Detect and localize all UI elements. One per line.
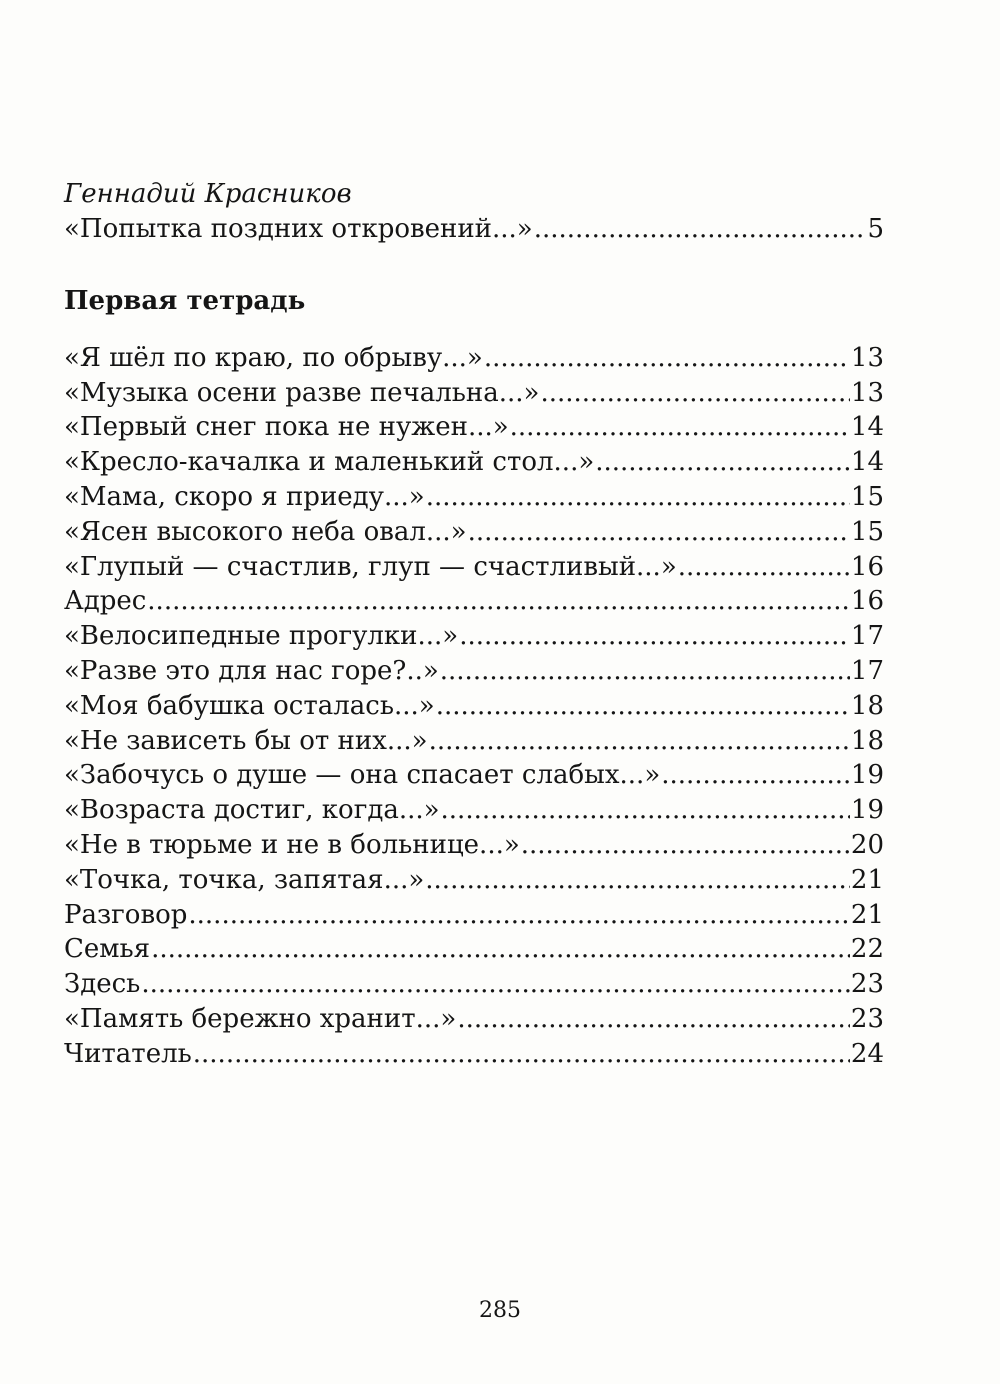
dot-leader [429, 724, 850, 759]
dot-leader [426, 480, 850, 515]
dot-leader [521, 828, 850, 863]
toc-entry-title: Читатель [64, 1038, 192, 1069]
toc-entry [62, 1002, 884, 1037]
toc-entry [62, 828, 884, 863]
toc-entry-page: 14 [850, 412, 884, 443]
toc-entry [62, 793, 884, 828]
toc-entry-title: «Разве это для нас горе?..» [64, 655, 439, 686]
toc-entry-page: 15 [850, 516, 884, 547]
toc-entry [62, 619, 884, 654]
dot-leader [188, 898, 850, 933]
dot-leader [147, 584, 850, 619]
toc-entry-title: «Глупый — счастлив, глуп — счастливый...» [64, 551, 677, 582]
spacer [62, 319, 884, 341]
toc-entry-title: «Попытка поздних откровений...» [64, 214, 533, 244]
spacer [62, 247, 884, 283]
toc-entry-title: «Я шёл по краю, по обрыву...» [64, 342, 483, 373]
toc-entry-title: «Кресло-качалка и маленький стол...» [64, 447, 595, 478]
dot-leader [151, 932, 850, 967]
toc-entry-title: «Моя бабушка осталась...» [64, 690, 435, 721]
toc-entry-title: Семья [64, 934, 151, 965]
toc-entry [62, 584, 884, 619]
toc-entry-page: 14 [850, 447, 884, 478]
toc-entry-page: 23 [850, 1003, 884, 1034]
toc-entry-page: 21 [850, 864, 884, 895]
dot-leader [457, 1002, 850, 1037]
section-title: Первая тетрадь [64, 285, 306, 316]
dot-leader [678, 550, 850, 585]
toc-entry [62, 758, 884, 793]
toc-entry-intro [62, 212, 884, 247]
toc-entry-title: Разговор [64, 899, 188, 930]
toc-entry-title: «Точка, точка, запятая...» [64, 864, 425, 895]
dot-leader [534, 212, 867, 247]
toc-entry-title: «Мама, скоро я приеду...» [64, 481, 425, 512]
toc-entry-page: 18 [850, 725, 884, 756]
toc-entry-page: 17 [850, 621, 884, 652]
toc-entry-page: 22 [850, 934, 884, 965]
toc-entry-page: 20 [850, 829, 884, 860]
toc-entry [62, 515, 884, 550]
toc-entry [62, 967, 884, 1002]
toc-entry-title: «Ясен высокого неба овал...» [64, 516, 467, 547]
dot-leader [440, 654, 850, 689]
dot-leader [459, 619, 850, 654]
toc-entry-title: Здесь [64, 969, 141, 1000]
toc-entry-page: 13 [850, 377, 884, 408]
toc-entry [62, 724, 884, 759]
toc-entry [62, 863, 884, 898]
toc-entry [62, 1037, 884, 1072]
dot-leader [468, 515, 850, 550]
section-entries [62, 341, 884, 1072]
page-number: 285 [479, 1298, 521, 1323]
toc-entry [62, 341, 884, 376]
dot-leader [661, 758, 850, 793]
toc-entry-title: «Не зависеть бы от них...» [64, 725, 428, 756]
toc-entry [62, 654, 884, 689]
toc-entry-title: «Велосипедные прогулки...» [64, 621, 459, 652]
dot-leader [193, 1037, 850, 1072]
toc-entry-page: 21 [850, 899, 884, 930]
toc-entry-page: 23 [850, 969, 884, 1000]
toc-entry-page: 15 [850, 481, 884, 512]
dot-leader [510, 410, 850, 445]
intro-author: Геннадий Красников [64, 179, 352, 209]
toc-entry-title: Адрес [64, 586, 147, 617]
dot-leader [484, 341, 850, 376]
dot-leader [425, 863, 850, 898]
toc-entry [62, 932, 884, 967]
toc-entry-title: «Память бережно хранит...» [64, 1003, 457, 1034]
toc-entry [62, 376, 884, 411]
toc-entry-page: 16 [850, 551, 884, 582]
toc-entry-title: «Первый снег пока не нужен...» [64, 412, 509, 443]
dot-leader [595, 445, 850, 480]
toc-entry [62, 689, 884, 724]
toc-entry-title: «Музыка осени разве печальна...» [64, 377, 540, 408]
dot-leader [141, 967, 850, 1002]
toc-entry-page: 17 [850, 655, 884, 686]
toc-entry [62, 898, 884, 933]
toc-entry-page: 18 [850, 690, 884, 721]
toc-entry-page: 19 [850, 760, 884, 791]
toc-entry-title: «Забочусь о душе — она спасает слабых...» [64, 760, 661, 791]
toc-entry [62, 445, 884, 480]
toc-entry-page: 13 [850, 342, 884, 373]
toc-entry [62, 410, 884, 445]
table-of-contents [62, 176, 884, 1072]
toc-entry-page: 5 [867, 214, 884, 244]
toc-entry-title: «Не в тюрьме и не в больнице...» [64, 829, 520, 860]
toc-entry [62, 480, 884, 515]
dot-leader [540, 376, 849, 411]
dot-leader [441, 793, 850, 828]
toc-entry-page: 24 [850, 1038, 884, 1069]
toc-entry-page: 16 [850, 586, 884, 617]
toc-entry [62, 550, 884, 585]
toc-entry-page: 19 [850, 795, 884, 826]
dot-leader [436, 689, 850, 724]
toc-entry-title: «Возраста достиг, когда...» [64, 795, 440, 826]
